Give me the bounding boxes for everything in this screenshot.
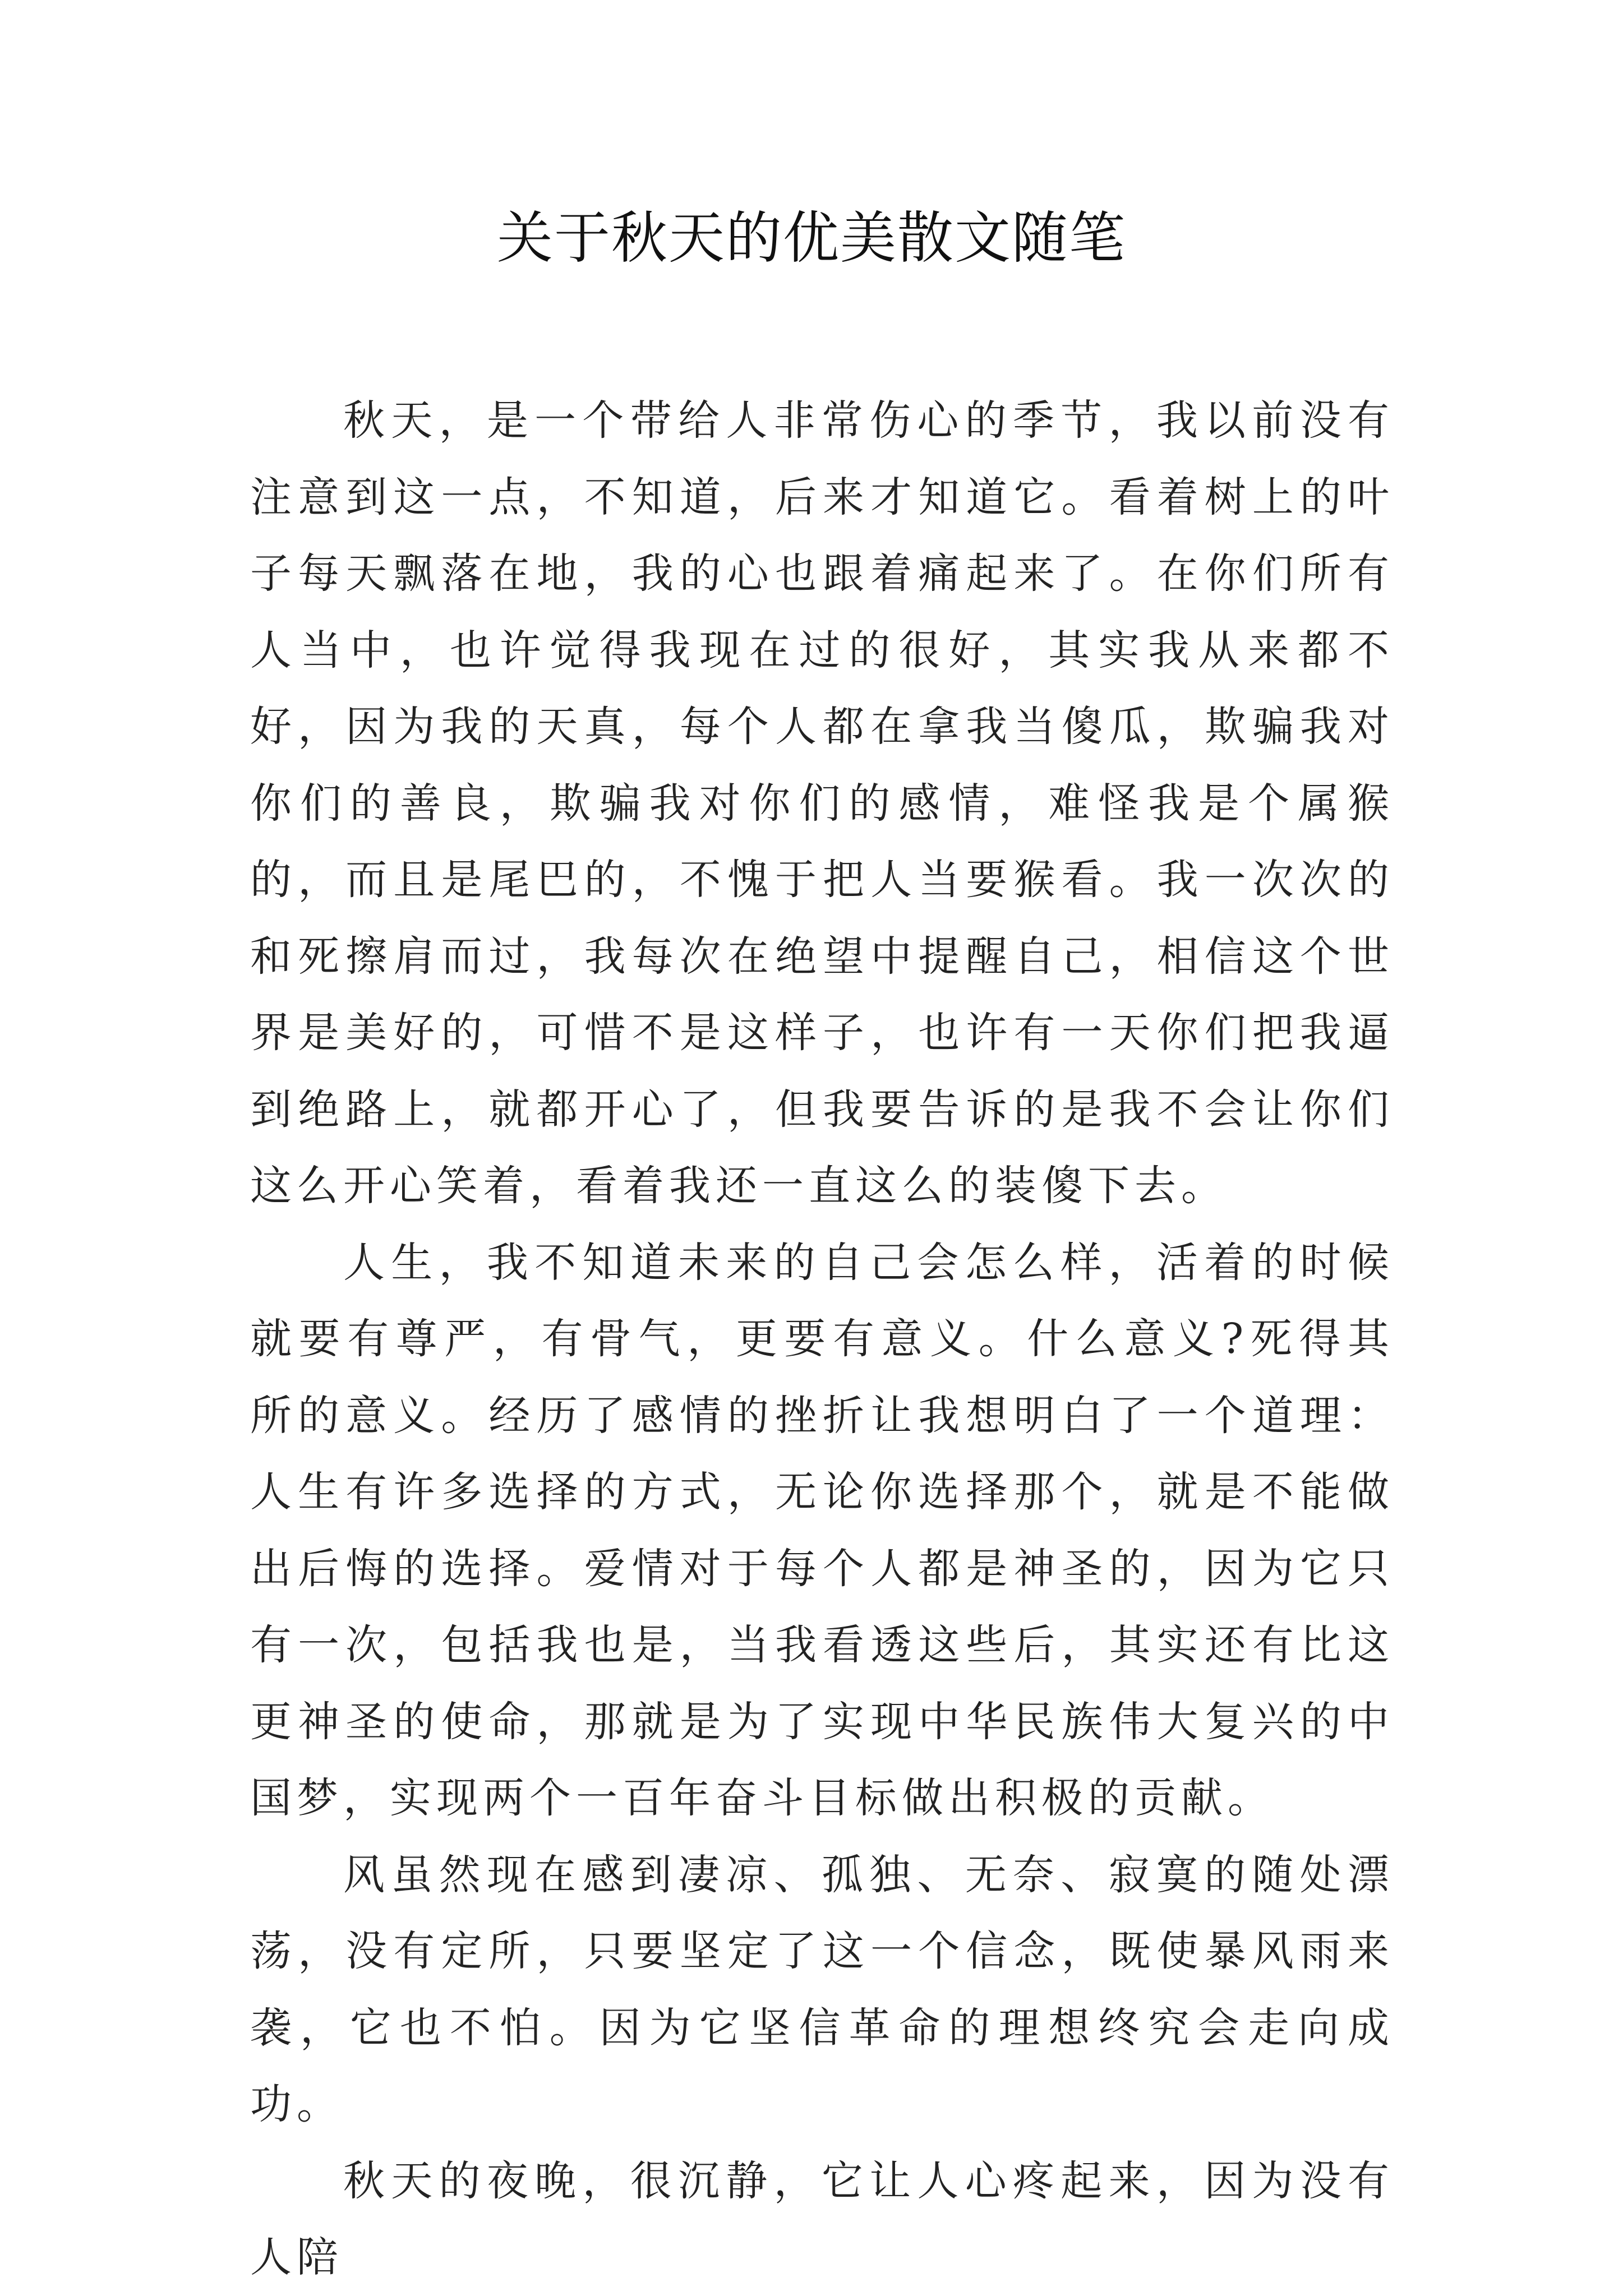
paragraph-3: 风虽然现在感到凄凉、孤独、无奈、寂寞的随处漂荡，没有定所，只要坚定了这一个信念，既使暴风雨来袭，它也不怕。因为它坚信革命的理想终究会走向成功。 bbox=[250, 1850, 1394, 2128]
document-title: 关于秋天的优美散文随笔 bbox=[497, 205, 1126, 271]
paragraph-1: 秋天，是一个带给人非常伤心的季节，我以前没有注意到这一点，不知道，后来才知道它。看着树上的叶子每天飘落在地，我的心也跟着痛起来了。在你们所有人当中，也许觉得我现在过的很好，其实我从来都不好，因为我的天真，每个人都在拿我当傻瓜，欺骗我对你们的善良，欺骗我对你们的感情，难怪我是个属猴的，而且是尾巴的，不愧于把人当要猴看。我一次次的和死擦肩而过，我每次在绝望中提醒自己，相信这个世界是美好的，可惜不是这样子，也许有一天你们把我逼到绝路上，就都开心了，但我要告诉的是我不会让你们这么开心笑着，看着我还一直这么的装傻下去。 bbox=[250, 396, 1394, 1210]
paragraph-4: 秋天的夜晚，很沉静，它让人心疼起来，因为没有人陪 bbox=[250, 2156, 1394, 2281]
paragraph-2: 人生，我不知道未来的自己会怎么样，活着的时候就要有尊严，有骨气，更要有意义。什么意义?死得其所的意义。经历了感情的挫折让我想明白了一个道理：人生有许多选择的方式，无论你选择那个，就是不能做出后悔的选择。爱情对于每个人都是神圣的，因为它只有一次，包括我也是，当我看透这些后，其实还有比这更神圣的使命，那就是为了实现中华民族伟大复兴的中国梦，实现两个一百年奋斗目标做出积极的贡献。 bbox=[250, 1238, 1394, 1822]
document-body bbox=[250, 382, 1394, 2296]
